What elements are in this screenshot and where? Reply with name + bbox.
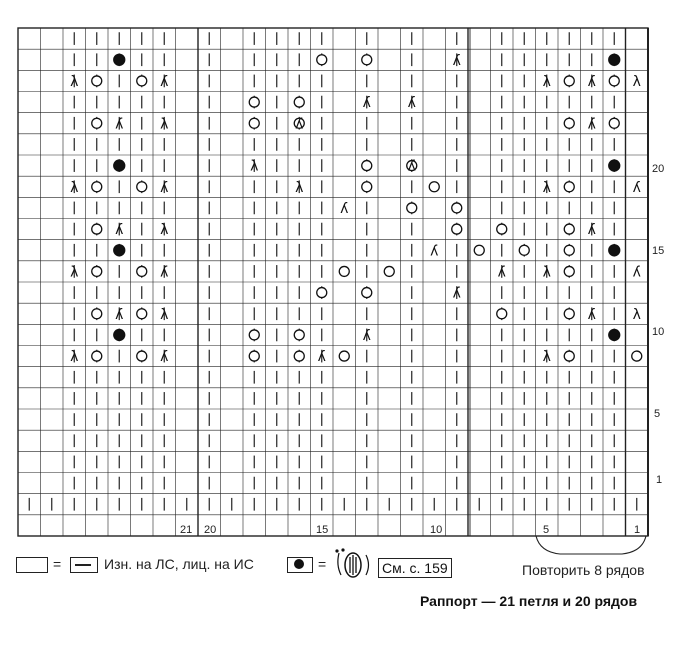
yarn-over-symbol bbox=[362, 182, 372, 192]
yarn-over-symbol bbox=[474, 245, 484, 255]
yarn-over-symbol bbox=[294, 97, 304, 107]
yarn-over-symbol bbox=[294, 351, 304, 361]
decrease-right-symbol: λ bbox=[542, 73, 551, 90]
yarn-over-symbol bbox=[249, 118, 259, 128]
yarn-over-symbol bbox=[92, 182, 102, 192]
yarn-over-symbol bbox=[362, 55, 372, 65]
decrease-left-symbol: ʎ bbox=[115, 306, 124, 323]
knot-symbol bbox=[609, 245, 620, 256]
row-number-1: 1 bbox=[656, 474, 663, 486]
yarn-over-symbol bbox=[407, 203, 417, 213]
decrease-right-symbol: λ bbox=[70, 349, 79, 366]
decrease-right-symbol: λ bbox=[70, 73, 79, 90]
see-page-reference: См. с. 159 bbox=[378, 558, 452, 578]
yarn-over-symbol bbox=[564, 266, 574, 276]
yarn-over-symbol bbox=[137, 76, 147, 86]
yarn-over-symbol bbox=[92, 76, 102, 86]
knot-icon bbox=[294, 559, 304, 569]
yarn-over-symbol bbox=[429, 182, 439, 192]
row-number-5: 5 bbox=[654, 408, 661, 420]
yarn-over-symbol bbox=[339, 351, 349, 361]
yarn-over-symbol bbox=[609, 76, 619, 86]
decrease-left-symbol: ʎ bbox=[452, 52, 461, 69]
decrease-left-symbol: ʎ bbox=[160, 179, 169, 196]
yarn-over-symbol bbox=[609, 118, 619, 128]
decrease-left-symbol: ʎ bbox=[317, 349, 326, 366]
decrease-left-symbol: ʎ bbox=[587, 306, 596, 323]
knot-symbol bbox=[114, 160, 125, 171]
knot-symbol bbox=[114, 329, 125, 340]
yarn-over-symbol bbox=[452, 203, 462, 213]
yarn-over-symbol bbox=[564, 118, 574, 128]
yarn-over-symbol bbox=[519, 245, 529, 255]
yarn-over-symbol bbox=[564, 76, 574, 86]
legend-dash-icon bbox=[75, 564, 91, 566]
yarn-over-symbol bbox=[339, 266, 349, 276]
decrease-left-symbol: ʎ bbox=[407, 158, 416, 175]
decrease-right-symbol: λ bbox=[632, 73, 641, 90]
decrease-right-symbol: λ bbox=[542, 349, 551, 366]
stitch-number-5: 5 bbox=[543, 524, 550, 536]
decrease-left-symbol: ʎ bbox=[160, 264, 169, 281]
decrease-right-symbol: λ bbox=[542, 179, 551, 196]
decrease-left-symbol: ʎ bbox=[362, 327, 371, 344]
stitch-number-21: 21 bbox=[180, 524, 193, 536]
decrease-right-symbol: λ bbox=[70, 179, 79, 196]
yarn-over-symbol bbox=[249, 351, 259, 361]
repeat-rows-label: Повторить 8 рядов bbox=[522, 562, 645, 578]
decrease-left-symbol: ʎ bbox=[340, 200, 349, 217]
knot-symbol bbox=[609, 329, 620, 340]
yarn-over-symbol bbox=[317, 288, 327, 298]
yarn-over-symbol bbox=[384, 266, 394, 276]
yarn-over-symbol bbox=[632, 351, 642, 361]
decrease-right-symbol: λ bbox=[295, 179, 304, 196]
stitch-number-10: 10 bbox=[430, 524, 443, 536]
legend-dash-label: Изн. на ЛС, лиц. на ИС bbox=[104, 556, 254, 572]
decrease-left-symbol: ʎ bbox=[115, 222, 124, 239]
yarn-over-symbol bbox=[249, 330, 259, 340]
row-number-15: 15 bbox=[652, 245, 665, 257]
yarn-over-symbol bbox=[497, 309, 507, 319]
stitch-number-20: 20 bbox=[204, 524, 217, 536]
yarn-over-symbol bbox=[137, 309, 147, 319]
knot-symbol bbox=[609, 160, 620, 171]
decrease-left-symbol: ʎ bbox=[587, 222, 596, 239]
rapport-label: Раппорт — 21 петля и 20 рядов bbox=[420, 593, 638, 609]
knot-symbol bbox=[114, 245, 125, 256]
decrease-left-symbol: ʎ bbox=[295, 116, 304, 133]
yarn-over-symbol bbox=[497, 224, 507, 234]
legend-equals-2: = bbox=[318, 556, 327, 572]
yarn-over-symbol bbox=[564, 309, 574, 319]
decrease-right-symbol: λ bbox=[70, 264, 79, 281]
yarn-over-symbol bbox=[564, 245, 574, 255]
yarn-over-symbol bbox=[564, 351, 574, 361]
yarn-over-symbol bbox=[564, 182, 574, 192]
decrease-left-symbol: ʎ bbox=[632, 264, 641, 281]
decrease-left-symbol: ʎ bbox=[407, 95, 416, 112]
decrease-right-symbol: λ bbox=[160, 306, 169, 323]
decrease-left-symbol: ʎ bbox=[160, 349, 169, 366]
knot-symbol bbox=[114, 54, 125, 65]
yarn-over-symbol bbox=[564, 224, 574, 234]
stitch-number-15: 15 bbox=[316, 524, 329, 536]
row-number-10: 10 bbox=[652, 326, 665, 338]
yarn-over-symbol bbox=[137, 266, 147, 276]
yarn-over-symbol bbox=[137, 351, 147, 361]
decrease-left-symbol: ʎ bbox=[160, 73, 169, 90]
decrease-left-symbol: ʎ bbox=[362, 95, 371, 112]
decrease-right-symbol: λ bbox=[542, 264, 551, 281]
yarn-over-symbol bbox=[317, 55, 327, 65]
yarn-over-symbol bbox=[249, 97, 259, 107]
legend-equals-1: = bbox=[53, 556, 62, 572]
yarn-over-symbol bbox=[92, 351, 102, 361]
yarn-over-symbol bbox=[92, 224, 102, 234]
decrease-right-symbol: λ bbox=[250, 158, 259, 175]
legend-empty-cell bbox=[16, 557, 48, 573]
decrease-left-symbol: ʎ bbox=[632, 179, 641, 196]
row-number-20: 20 bbox=[652, 163, 665, 175]
repeat-bracket bbox=[532, 534, 652, 560]
stitch-number-1: 1 bbox=[634, 524, 641, 536]
decrease-left-symbol: ʎ bbox=[115, 116, 124, 133]
yarn-over-symbol bbox=[92, 309, 102, 319]
yarn-over-symbol bbox=[362, 161, 372, 171]
yarn-over-symbol bbox=[92, 118, 102, 128]
decrease-right-symbol: λ bbox=[632, 306, 641, 323]
yarn-over-symbol bbox=[362, 288, 372, 298]
yarn-over-symbol bbox=[137, 182, 147, 192]
bobble-icon bbox=[333, 547, 375, 579]
decrease-left-symbol: ʎ bbox=[497, 264, 506, 281]
decrease-left-symbol: ʎ bbox=[587, 73, 596, 90]
decrease-left-symbol: ʎ bbox=[452, 285, 461, 302]
knot-symbol bbox=[609, 54, 620, 65]
decrease-left-symbol: ʎ bbox=[587, 116, 596, 133]
yarn-over-symbol bbox=[452, 224, 462, 234]
decrease-left-symbol: ʎ bbox=[430, 243, 439, 260]
decrease-right-symbol: λ bbox=[160, 116, 169, 133]
decrease-right-symbol: λ bbox=[160, 222, 169, 239]
yarn-over-symbol bbox=[294, 330, 304, 340]
yarn-over-symbol bbox=[92, 266, 102, 276]
